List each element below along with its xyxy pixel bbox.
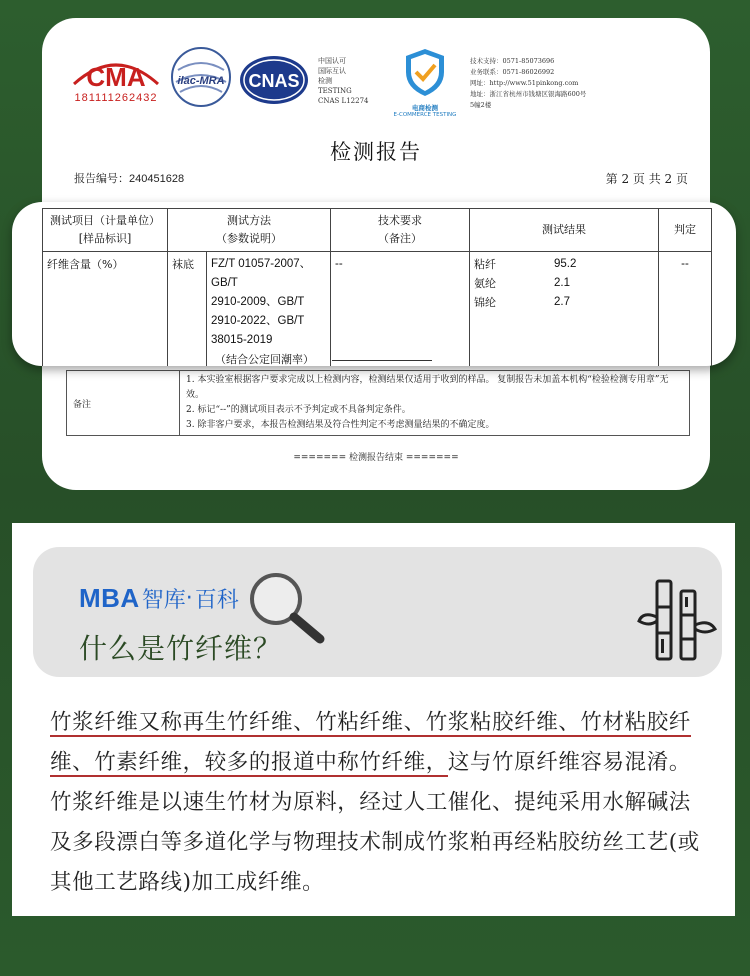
mba-logo [79,581,239,615]
header-method [168,209,331,252]
cma-mark-icon [70,54,162,90]
report-title: 检测报告 [330,140,422,164]
notes-content [180,371,690,436]
contact-line: 地址：浙江省杭州市钱塘区银海路600号 [470,90,587,98]
cell-method [207,252,331,367]
shield-check-icon [402,46,448,98]
header-method-label: 测试方法 [227,214,271,227]
highlighted-definition: 竹浆纤维又称再生竹纤维、竹粘纤维、竹浆粘胶纤维、竹材粘胶纤维、竹素纤维，较多的报道中称竹纤维， [50,710,691,775]
header-tech [331,209,470,252]
contact-line: 技术支持：0571-85073696 [470,57,555,65]
magnified-results-table [12,202,736,366]
svg-text:CNAS: CNAS [248,71,300,91]
fiber-value: 95.2 [554,258,577,270]
cell-judge: -- [659,252,712,367]
bottom-background-strip [0,916,750,976]
mba-logo-dot: · [185,585,193,611]
contact-info [470,56,586,111]
note-item: 1. 本实验室根据客户要求完成以上检测内容，检测结果仅适用于收到的样品。 复制报告未加盖本机构“检验检测专用章”无效。 [186,375,669,400]
question-heading: 什么是竹纤维？ [79,632,283,665]
table-row [43,252,712,367]
results-table [42,208,712,366]
mba-logo-cn: 智库 [141,587,186,613]
table-header-row [43,209,712,252]
contact-line: 业务联系：0571-86026992 [470,68,555,76]
notes-label: 备注 [67,371,180,436]
header-item-label: 测试项目（计量单位） [50,214,160,227]
note-item: 3. 除非客户要求，本报告检测结果及符合性判定不考虑测量结果的不确定度。 [186,420,495,430]
ecom-label: 电商检测 [412,104,438,112]
mba-logo-cn2: 百科 [194,587,239,613]
cert-line: TESTING [318,87,352,95]
page-indicator: 第 2 页 共 2 页 [605,172,688,186]
cell-results [470,252,659,367]
bamboo-fiber-info-card [12,523,735,916]
contact-line: 5幢2楼 [470,101,492,109]
cma-number: 181111262432 [74,92,158,104]
fiber-name: 锦纶 [474,296,496,309]
cma-logo [70,54,162,104]
report-number [74,170,184,186]
contact-line: 网址：http://www.51pinkong.com [470,79,579,87]
note-item: 2. 标记“--”的测试项目表示不予判定或不具备判定条件。 [186,405,411,415]
certification-logos [70,46,690,136]
cell-tech: -- [331,252,470,367]
result-row [474,293,654,312]
table-end-rule [332,360,432,361]
header-judge: 判定 [659,209,712,252]
fiber-name: 粘纤 [474,258,496,271]
ecommerce-testing-logo [390,46,460,118]
cert-line: 国际互认 [318,67,346,75]
mba-header-box [33,547,722,677]
method-line: FZ/T 01057-2007、GB/T [211,258,312,289]
result-row [474,274,654,293]
bamboo-fiber-description [50,703,710,903]
ilac-mra-icon [170,46,232,108]
header-method-sub: （参数说明） [216,232,282,245]
cell-item: 纤维含量（%） [43,252,168,367]
accreditation-text [318,56,368,106]
report-number-value: 240451628 [129,173,185,185]
header-result: 测试结果 [470,209,659,252]
description-rest: 这与竹原纤维容易混淆。竹浆纤维是以速生竹材为原料，经过人工催化、提纯采用水解碱法及多段漂白等多道化学与物理技术制成竹浆粕再经粘胶纺丝工艺(或其他工艺路线)加工成纤维。 [50,750,700,895]
fiber-value: 2.1 [554,277,570,289]
bamboo-icon [637,577,717,661]
cert-line: 中国认可 [318,57,346,65]
method-line: 38015-2019 [211,334,273,346]
svg-text:ilac-MRA: ilac-MRA [177,75,225,87]
ecom-sub: E-COMMERCE TESTING [393,112,457,118]
result-row [474,255,654,274]
report-end-marker: ======= 检测报告结束 ======= [293,453,459,463]
cell-sample: 袜底 [168,252,207,367]
method-note: （结合公定回潮率） [215,353,314,366]
method-line: 2910-2022、GB/T [211,315,305,327]
header-tech-label: 技术要求 [378,214,422,227]
cert-line: CNAS L12274 [318,97,369,105]
mba-logo-latin: MBA [79,582,140,613]
cert-line: 检测 [318,77,332,85]
method-line: 2910-2009、GB/T [211,296,305,308]
header-item [43,209,168,252]
cnas-icon [238,54,310,106]
header-item-sub: [样品标识] [78,232,132,245]
fiber-value: 2.7 [554,296,570,308]
svg-text:CMA: CMA [86,62,146,90]
header-tech-sub: （备注） [378,232,422,245]
notes-table [66,370,690,436]
report-number-label: 报告编号： [74,172,129,185]
fiber-name: 氨纶 [474,277,496,290]
